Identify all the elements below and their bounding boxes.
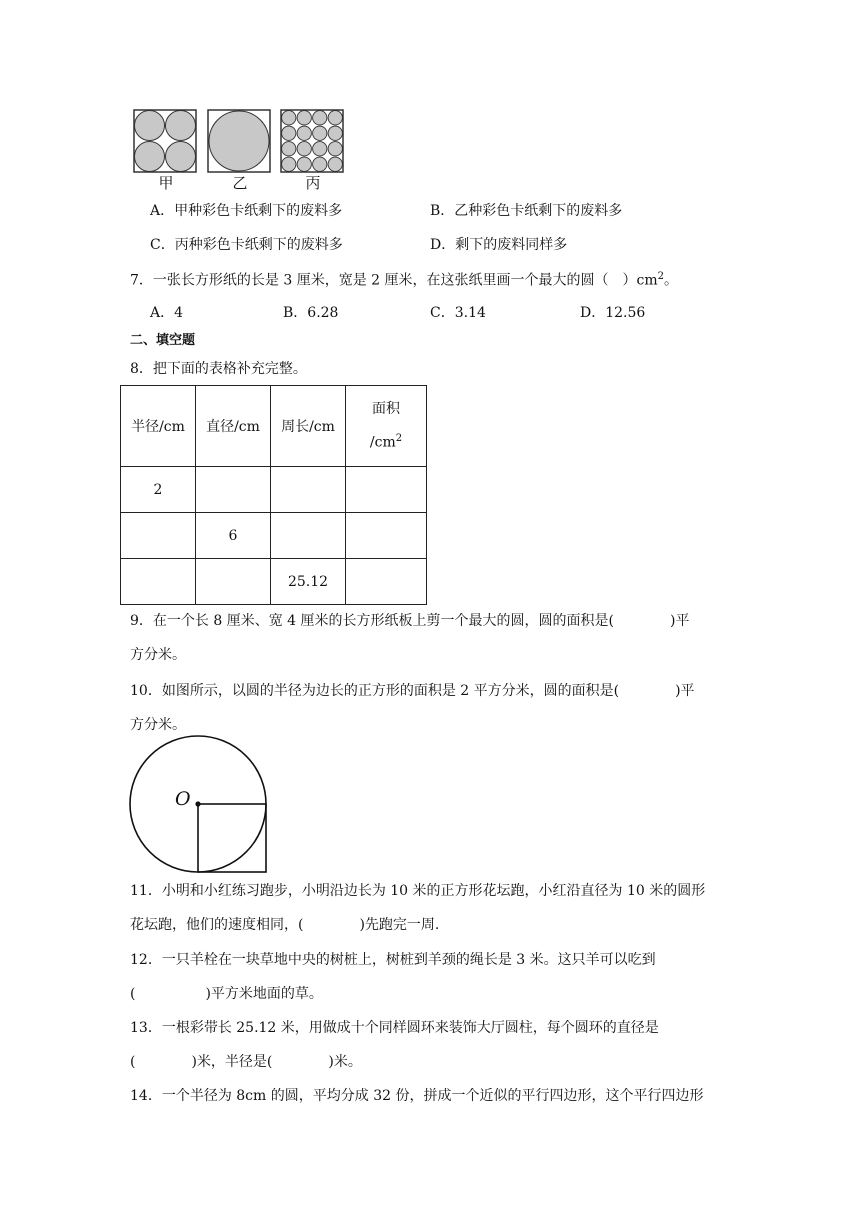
small-circle — [328, 157, 342, 171]
table-cell[interactable]: 6 — [196, 513, 271, 559]
small-circle — [297, 157, 311, 171]
figure-label-jia: 甲 — [158, 174, 174, 192]
small-circle — [282, 157, 296, 171]
q12-line2: ( )平方米地面的草。 — [130, 986, 323, 1002]
q7-question: 7．一张长方形纸的长是 3 厘米，宽是 2 厘米，在这张纸里画一个最大的圆（ ）$cm^2$。 — [130, 271, 679, 289]
small-circle — [328, 126, 342, 140]
radius-square — [198, 804, 266, 872]
figure-jia — [134, 110, 196, 172]
q11-line1: 11．小明和小红练习跑步，小明沿边长为 10 米的正方形花坛跑，小红沿直径为 10 米的圆形 — [130, 883, 706, 899]
small-circle — [328, 111, 342, 125]
figure-label-yi: 乙 — [232, 174, 248, 192]
figure-yi — [208, 110, 270, 172]
small-circle — [297, 126, 311, 140]
q6-option-c[interactable]: C．丙种彩色卡纸剩下的废料多 — [150, 237, 343, 253]
q6-option-b[interactable]: B．乙种彩色卡纸剩下的废料多 — [430, 203, 623, 219]
small-circle — [282, 111, 296, 125]
small-circle — [282, 142, 296, 156]
table-cell[interactable] — [346, 467, 427, 513]
table-cell[interactable]: 2 — [121, 467, 196, 513]
q9-line1: 9．在一个长 8 厘米、宽 4 厘米的长方形纸板上剪一个最大的圆，圆的面积是( )平 — [130, 613, 690, 629]
q7-option-b[interactable]: B．6.28 — [283, 305, 339, 321]
header-area: 面积 $/cm^2$ — [346, 386, 427, 467]
small-circle — [313, 157, 327, 171]
q10-line1: 10．如图所示，以圆的半径为边长的正方形的面积是 2 平方分米，圆的面积是( )平 — [130, 683, 695, 699]
small-circle — [313, 142, 327, 156]
header-radius: 半径/cm — [121, 386, 196, 467]
table-cell[interactable] — [196, 467, 271, 513]
q6-option-a[interactable]: A．甲种彩色卡纸剩下的废料多 — [150, 203, 343, 219]
small-circle — [297, 142, 311, 156]
table-cell[interactable] — [346, 513, 427, 559]
table-row — [121, 467, 427, 513]
q11-line2: 花坛跑，他们的速度相同，( )先跑完一周. — [130, 917, 440, 933]
table-header-row — [121, 386, 427, 467]
table-cell[interactable] — [271, 467, 346, 513]
q10-circle-figure — [128, 734, 270, 876]
small-circle — [313, 111, 327, 125]
q7-option-c[interactable]: C．3.14 — [430, 305, 486, 321]
header-diameter: 直径/cm — [196, 386, 271, 467]
q9-line2: 方分米。 — [130, 647, 186, 663]
table-cell[interactable] — [121, 513, 196, 559]
small-circle — [297, 111, 311, 125]
table-cell[interactable] — [196, 559, 271, 605]
table-cell[interactable] — [121, 559, 196, 605]
small-circle — [313, 126, 327, 140]
figure-bing — [281, 110, 343, 172]
header-circumference: 周长/cm — [271, 386, 346, 467]
q6-figures — [130, 106, 350, 174]
q7-option-a[interactable]: A．4 — [150, 305, 184, 321]
table-cell[interactable]: 25.12 — [271, 559, 346, 605]
center-point — [195, 801, 200, 806]
q6-option-d[interactable]: D．剩下的废料同样多 — [430, 237, 568, 253]
q13-line2: ( )米，半径是( )米。 — [130, 1054, 362, 1070]
table-cell[interactable] — [271, 513, 346, 559]
q10-line2: 方分米。 — [130, 717, 186, 733]
table-cell[interactable] — [346, 559, 427, 605]
table-row — [121, 513, 427, 559]
q12-line1: 12．一只羊栓在一块草地中央的树桩上，树桩到羊颈的绳长是 3 米。这只羊可以吃到 — [130, 952, 656, 968]
table-row — [121, 559, 427, 605]
figure-label-bing: 丙 — [305, 174, 321, 192]
q14-line1: 14．一个半径为 8cm 的圆，平均分成 32 份，拼成一个近似的平行四边形，这个平行四边形 — [130, 1088, 704, 1104]
section-title: 二、填空题 — [130, 333, 196, 348]
q8-table — [120, 385, 427, 605]
q7-option-d[interactable]: D．12.56 — [580, 305, 646, 321]
small-circle — [282, 126, 296, 140]
small-circle — [328, 142, 342, 156]
q8-question: 8．把下面的表格补充完整。 — [130, 361, 307, 377]
center-label: O — [175, 788, 191, 810]
q13-line1: 13．一根彩带长 25.12 米，用做成十个同样圆环来装饰大厅圆柱，每个圆环的直径是 — [130, 1020, 659, 1036]
